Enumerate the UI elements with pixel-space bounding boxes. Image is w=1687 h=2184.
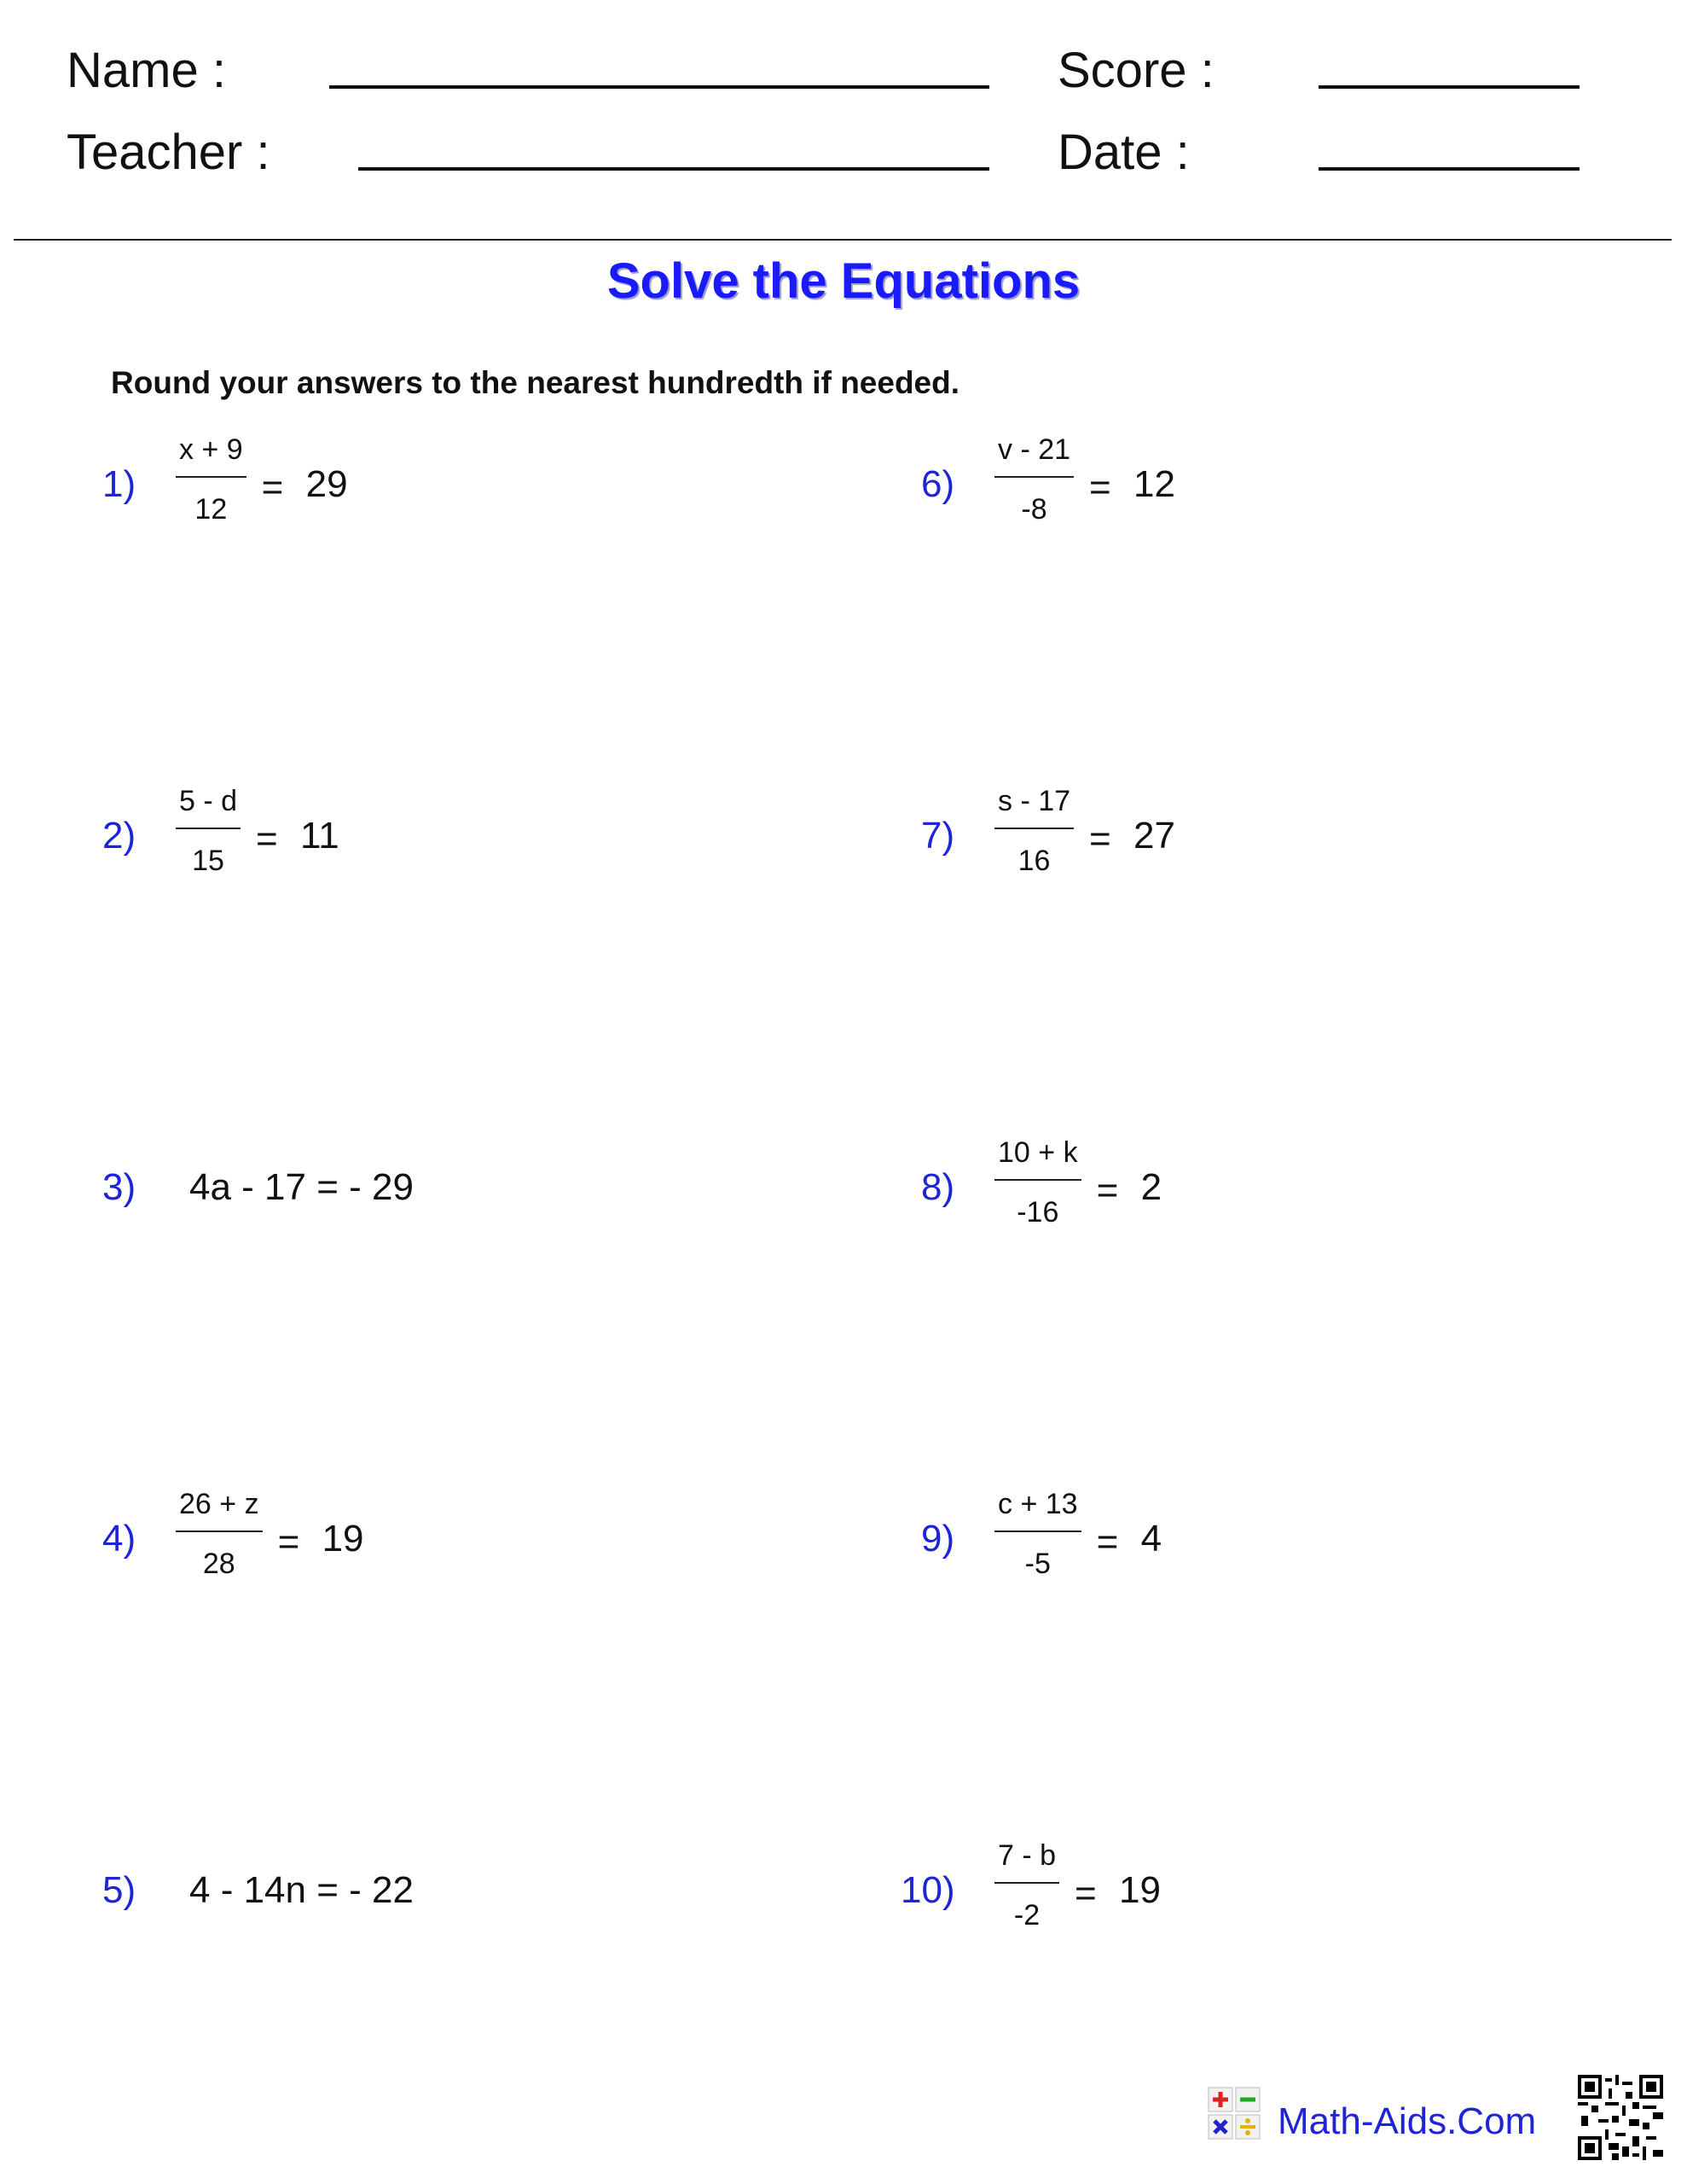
right-hand-side: 11 [300, 815, 339, 857]
equals-sign: = [256, 818, 278, 860]
teacher-label: Teacher : [67, 125, 270, 180]
score-field-line[interactable] [1319, 85, 1580, 89]
linear-equation: 4 - 14n = - 22 [189, 1869, 414, 1911]
fraction-denominator: -16 [1017, 1196, 1059, 1228]
problem-number: 8) [921, 1166, 955, 1208]
problem-6 [921, 435, 1603, 555]
site-link[interactable]: Math-Aids.Com [1278, 2100, 1537, 2142]
right-hand-side: 27 [1133, 815, 1175, 857]
problem-number: 4) [102, 1518, 136, 1560]
problem-9 [921, 1490, 1603, 1609]
fraction [176, 1490, 263, 1578]
fraction-numerator: 26 + z [179, 1488, 259, 1520]
right-hand-side: 29 [305, 463, 348, 505]
equals-sign: = [1096, 1521, 1119, 1563]
math-operations-logo-icon [1208, 2087, 1261, 2140]
teacher-field-line[interactable] [358, 167, 989, 171]
problem-1 [102, 435, 785, 555]
fraction [994, 787, 1074, 875]
equals-sign: = [1089, 467, 1111, 508]
fraction-denominator: -5 [1024, 1548, 1051, 1580]
problem-number: 6) [921, 463, 955, 505]
problem-number: 7) [921, 815, 955, 857]
fraction [994, 1490, 1081, 1578]
problem-number: 9) [921, 1518, 955, 1560]
problem-2 [102, 787, 785, 906]
problem-number: 1) [102, 463, 136, 505]
fraction [176, 435, 246, 524]
problem-3 [102, 1138, 785, 1258]
fraction-denominator: 28 [202, 1548, 235, 1580]
problem-4 [102, 1490, 785, 1609]
fraction [994, 1841, 1059, 1930]
right-hand-side: 12 [1133, 463, 1175, 505]
right-hand-side: 2 [1140, 1166, 1162, 1208]
fraction-numerator: c + 13 [998, 1488, 1078, 1520]
equals-sign: = [1089, 818, 1111, 860]
instructions: Round your answers to the nearest hundredth if needed. [111, 365, 960, 400]
problem-number: 3) [102, 1166, 136, 1208]
problem-number: 10) [901, 1869, 955, 1911]
score-label: Score : [1058, 43, 1215, 98]
problem-7 [921, 787, 1603, 906]
fraction-denominator: 12 [194, 493, 228, 526]
header-divider [14, 239, 1672, 241]
equals-sign: = [1096, 1170, 1119, 1211]
problem-number: 2) [102, 815, 136, 857]
problem-8 [921, 1138, 1603, 1258]
problem-10 [901, 1839, 1603, 1960]
fraction-numerator: x + 9 [179, 433, 243, 466]
equals-sign: = [277, 1521, 300, 1563]
fraction-denominator: -8 [1021, 493, 1047, 526]
fraction-denominator: -2 [1013, 1899, 1041, 1931]
fraction [176, 787, 241, 875]
fraction [994, 1138, 1081, 1227]
problem-number: 5) [102, 1869, 136, 1911]
date-field-line[interactable] [1319, 167, 1580, 171]
equals-sign: = [1075, 1873, 1097, 1914]
fraction-numerator: s - 17 [998, 785, 1071, 817]
right-hand-side: 19 [1119, 1869, 1161, 1911]
fraction-numerator: v - 21 [998, 433, 1071, 466]
date-label: Date : [1058, 125, 1190, 180]
fraction-denominator: 16 [1017, 845, 1051, 877]
qr-code-icon [1578, 2075, 1663, 2160]
fraction-numerator: 5 - d [179, 785, 238, 817]
right-hand-side: 19 [322, 1518, 364, 1560]
fraction-denominator: 15 [192, 845, 224, 877]
fraction-numerator: 7 - b [998, 1839, 1057, 1872]
equals-sign: = [261, 467, 284, 508]
fraction [994, 435, 1074, 524]
name-field-line[interactable] [329, 85, 989, 89]
problem-5 [102, 1841, 785, 1960]
worksheet-title: Solve the Equations [606, 253, 1081, 309]
linear-equation: 4a - 17 = - 29 [189, 1166, 414, 1208]
name-label: Name : [67, 43, 226, 98]
fraction-numerator: 10 + k [998, 1136, 1078, 1169]
right-hand-side: 4 [1140, 1518, 1162, 1560]
